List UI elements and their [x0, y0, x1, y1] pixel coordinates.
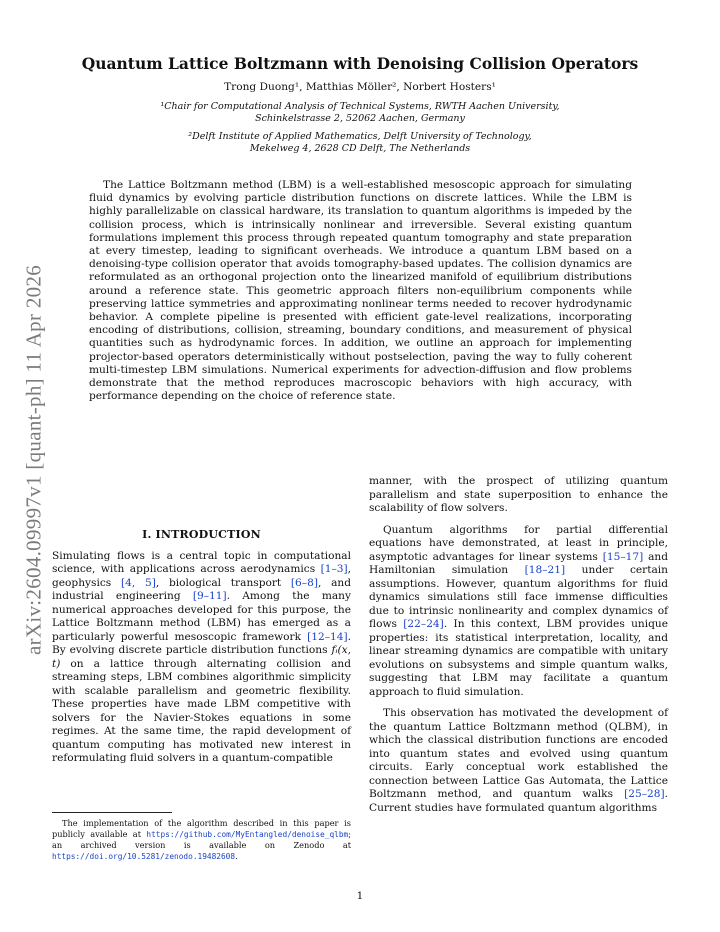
paragraph-text: under certain assumptions. However, quantum algorithms for fluid dynamics simulations still face immense difficulties due to intrinsic nonlinearity and complex dynamics of flows	[369, 564, 669, 630]
affiliation-2	[60, 131, 660, 156]
citation-link[interactable]: [25–28]	[624, 788, 665, 800]
citation-link[interactable]: [4, 5]	[120, 576, 156, 589]
citation-link[interactable]: [9–11]	[192, 590, 227, 602]
affiliation-2-line2: Mekelweg 4, 2628 CD Delft, The Netherlands	[249, 143, 471, 155]
paragraph-text: and Hamiltonian simulation	[369, 550, 669, 576]
paragraph-text: Simulating flows is a central topic in computational science, with applications across aerodynamics	[52, 549, 351, 575]
citation-link[interactable]: [6–8]	[290, 576, 318, 589]
citation-link[interactable]: [15–17]	[602, 550, 644, 563]
affiliation-2-line1: ²Delft Institute of Applied Mathematics, Delft University of Technology,	[188, 131, 532, 142]
abstract: The Lattice Boltzmann method (LBM) is a well-established mesoscopic approach for simulating fluid dynamics by evolving particle distribution functions on discrete lattices. While the LBM is highly parallelizable on classical hardware, its translation to quantum algorithms is impeded by the collision process, which is intrinsically nonlinear and irreversible. Several existing quantum formulations implement this process through repeated quantum tomography and state preparation at every timestep, leading to significant overheads. We introduce a quantum LBM based on a denoising-type collision operator that avoids tomography-based updates. The collision dynamics are reformulated as an orthogonal projection onto the linearized manifold of equilibrium distributions around a reference state. This geometric approach filters non-equilibrium components while preserving lattice symmetries and approximating nonlinear terms needed to recover hydrodynamic behavior. A complete pipeline is presented with efficient gate-level realizations, incorporating encoding of distributions, collision, streaming, boundary conditions, and measurement of physical quantities such as hydrodynamic forces. In addition, we outline an approach for implementing projector-based operators deterministically without postselection, paving the way to fully coherent multi-timestep LBM simulations. Numerical experiments for advection-diffusion and flow problems demonstrate that the method reproduces macroscopic behaviors with high accuracy, with performance depending on the choice of reference state.	[89, 179, 632, 403]
page-number: 1	[356, 890, 364, 902]
footnote-mid: ; an archived version is available on Zenodo at	[52, 828, 351, 851]
intro-paragraph-3	[369, 707, 668, 815]
paragraph-text: , biological transport	[155, 576, 291, 589]
affiliation-1-line1: ¹Chair for Computational Analysis of Technical Systems, RWTH Aachen University,	[160, 101, 560, 112]
paragraph-text: . In this context, LBM provides unique properties: its statistical interpretation, locality, and linear streaming dynamics are compatible with unitary evolutions on subsystems and simple quantum walks, suggesting that LBM may facilitate a quantum approach to fluid simulation.	[369, 618, 668, 698]
paragraph-text: This observation has motivated the development of the quantum Lattice Boltzmann method (QLBM), in which the classical distribution functions are encoded into quantum states and evolved using quantum circuits. Early conceptual work established the connection between Lattice Gas Automata, the Lattice Boltzmann method, and quantum walks	[369, 707, 668, 800]
citation-link[interactable]: [12–14]	[307, 630, 348, 643]
footnote	[52, 818, 351, 862]
paper-title: Quantum Lattice Boltzmann with Denoising Collision Operators	[81, 54, 639, 73]
right-column	[369, 475, 668, 823]
affiliation-1-line2: Schinkelstrasse 2, 52062 Aachen, Germany	[255, 113, 465, 125]
author-list: Trong Duong¹, Matthias Möller², Norbert Hosters¹	[224, 81, 496, 93]
citation-link[interactable]: [18–21]	[524, 564, 566, 576]
intro-paragraph-2	[369, 524, 668, 700]
intro-paragraph-1	[52, 550, 351, 766]
zenodo-doi-link[interactable]: https://doi.org/10.5281/zenodo.19482608	[52, 851, 236, 861]
footnote-tail: .	[235, 850, 238, 861]
math-expression: fᵢ(x, t)	[52, 644, 351, 670]
footnote-divider	[52, 812, 172, 813]
paragraph-text: . Current studies have formulated quantum algorithms	[369, 788, 668, 814]
citation-link[interactable]: [1–3]	[320, 563, 348, 575]
paragraph-text: , geophysics	[52, 563, 351, 589]
intro-paragraph-continued: manner, with the prospect of utilizing quantum parallelism and state superposition to enhance the scalability of flow solvers.	[369, 475, 668, 514]
paragraph-text: on a lattice through alternating collision and streaming steps, LBM combines algorithmic simplicity with scalable parallelism and geometric flexibility. These properties have made LBM competitive with solvers for the Navier-Stokes equations in some regimes. At the same time, the rapid development of quantum computing has motivated new interest in reformulating fluid solvers in a quantum-compatible	[52, 657, 351, 764]
paragraph-text: . Among the many numerical approaches developed for this purpose, the Lattice Boltzmann method (LBM) has emerged as a particularly powerful mesoscopic framework	[52, 590, 351, 643]
arxiv-stamp-text: arXiv:2604.09997v1 [quant-ph] 11 Apr 2026	[21, 264, 46, 656]
section-heading-introduction: I. INTRODUCTION	[142, 528, 261, 541]
left-column	[52, 528, 351, 774]
citation-link[interactable]: [22–24]	[403, 618, 444, 630]
arxiv-identifier-stamp	[18, 230, 50, 690]
github-link[interactable]: https://github.com/MyEntangled/denoise_qlbm	[146, 829, 349, 839]
affiliation-1	[60, 101, 660, 126]
paragraph-text: Quantum algorithms for partial differential equations have demonstrated, at least in principle, asymptotic advantages for linear systems	[369, 523, 668, 563]
paragraph-text: , and industrial engineering	[52, 576, 351, 602]
footnote-lead: The implementation of the algorithm described in this paper is publicly available at	[52, 818, 351, 839]
paragraph-text: . By evolving discrete particle distribution functions	[52, 630, 351, 656]
